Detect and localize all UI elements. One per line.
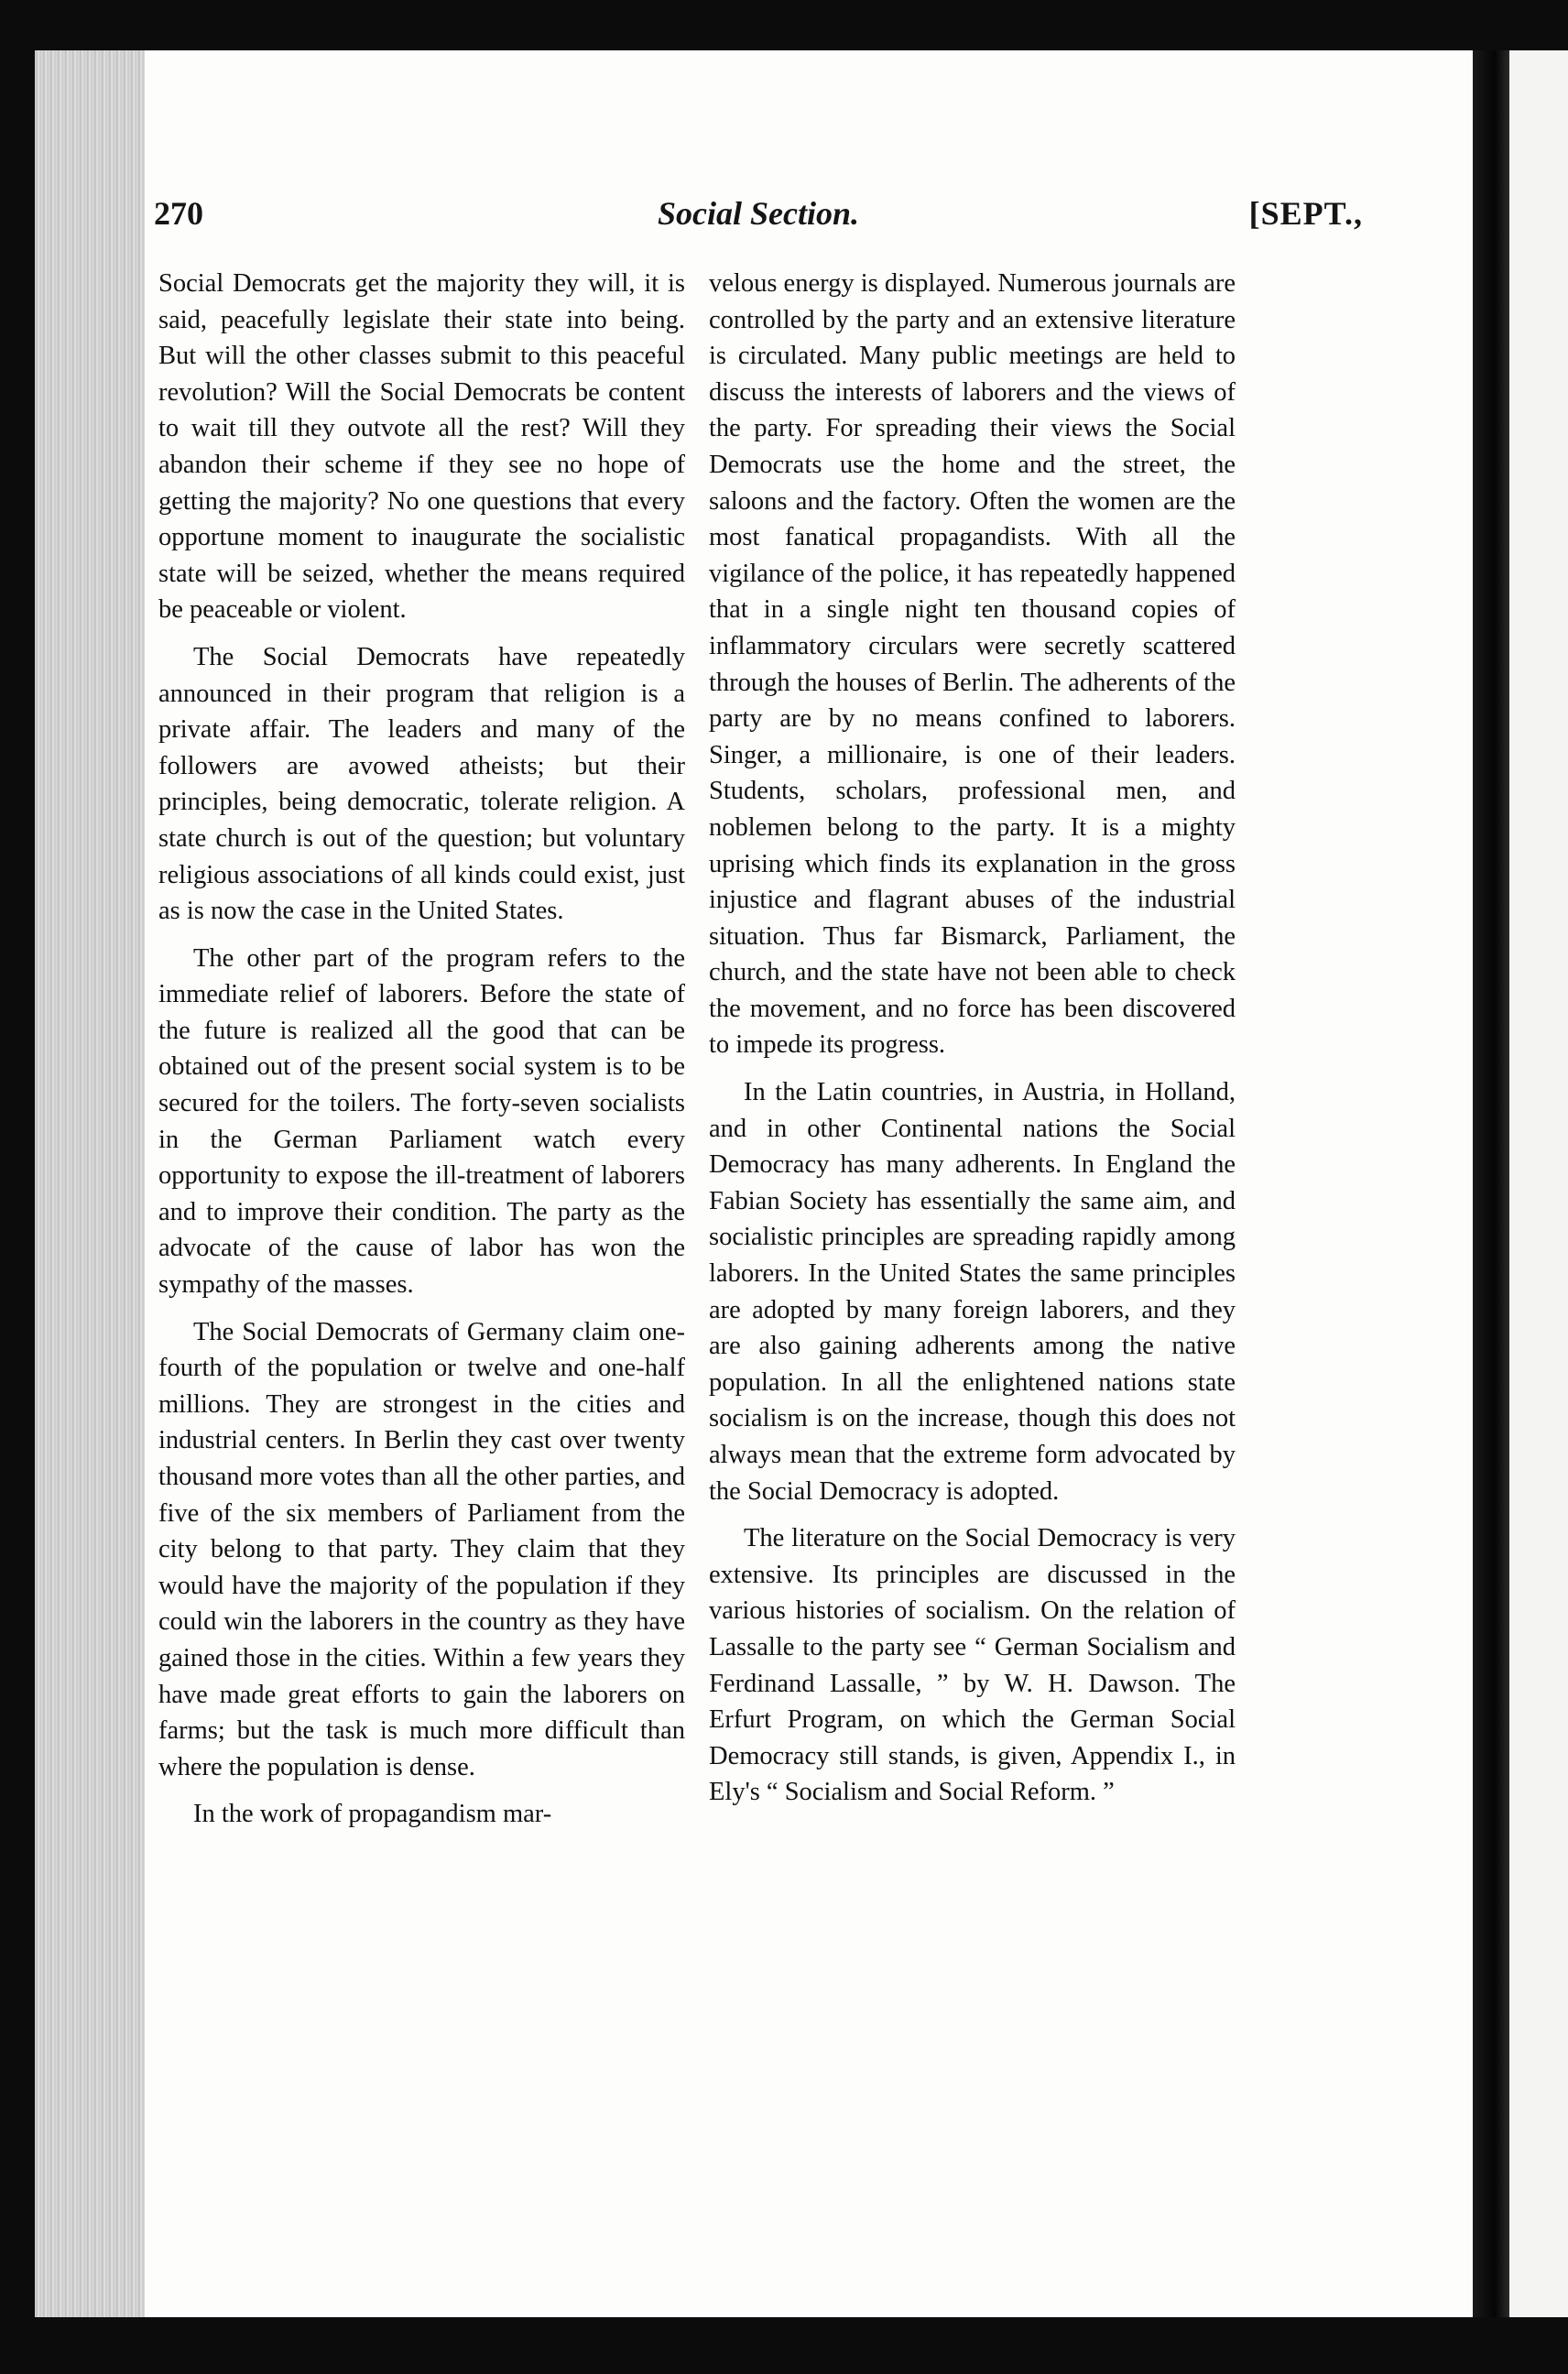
running-header: [154, 194, 1363, 240]
paragraph: In the Latin countries, in Austria, in Holland, and in other Continental nations the Social Democracy has many adherents. In England the Fabian Society has essentially the same aim, and socialistic principles are spreading rapidly among laborers. In the United States the same principles are adopted by many foreign laborers, and they are also gaining adherents among the native population. In all the enlightened nations state socialism is on the increase, though this does not always mean that the extreme form advocated by the Social Democracy is adopted.: [709, 1078, 1236, 1506]
facing-page-edge: [1509, 50, 1568, 2317]
paragraph: The Social Democrats have repeatedly announced in their program that religion is a private affair. The leaders and many of the followers are avowed atheists; but their principles, being democratic, tolerate religion. A state church is out of the question; but voluntary religious associations of all kinds could exist, just as is now the case in the United States.: [158, 642, 685, 926]
running-title: Social Section.: [657, 195, 859, 232]
paragraph: Social Democrats get the majority they will, it is said, peacefully legislate their state into being. But will the other classes submit to this peaceful revolution? Will the Social Democrats be content to wait till they outvote all the rest? Will they abandon their scheme if they see no hope of getting the majority? No one questions that every opportune moment to inaugurate the socialistic state will be seized, whether the means required be peaceable or violent.: [158, 269, 685, 625]
paragraph: velous energy is displayed. Numerous journals are controlled by the party and an extensive literature is circulated. Many public meetings are held to discuss the interests of laborers and the views of the party. For spreading their views the Social Democrats use the home and the street, the saloons and the factory. Often the women are the most fanatical propagandists. With all the vigilance of the police, it has repeatedly happened that in a single night ten thousand copies of inflammatory circulars were secretly scattered through the houses of Berlin. The adherents of the party are by no means confined to laborers. Singer, a millionaire, is one of their leaders. Students, scholars, professional men, and noblemen belong to the party. It is a mighty uprising which finds its explanation in the gross injustice and flagrant abuses of the industrial situation. Thus far Bismarck, Parliament, the church, and the state have not been able to check the movement, and no force has been discovered to impede its progress.: [709, 269, 1236, 1060]
page-binding-edge: [35, 50, 145, 2317]
paragraph: The literature on the Social Democracy is very extensive. Its principles are discussed in the various histories of socialism. On the relation of Lassalle to the party see “ German Socialism and Ferdinand Lassalle, ” by W. H. Dawson. The Erfurt Program, on which the German Social Democracy still stands, is given, Appendix I., in Ely's “ Socialism and Social Reform. ”: [709, 1524, 1236, 1807]
paragraph: The Social Democrats of Germany claim one-fourth of the population or twelve and one-half millions. They are strongest in the cities and industrial centers. In Berlin they cast over twenty thousand more votes than all the other parties, and five of the six members of Parliament from the city belong to that party. They claim that they would have the majority of the population if they could win the laborers in the country as they have gained those in the cities. Within a few years they have made great efforts to gain the laborers on farms; but the task is much more difficult than where the population is dense.: [158, 1317, 685, 1781]
issue-month: [SEPT.,: [1248, 195, 1363, 232]
right-column: [709, 266, 1236, 1811]
left-column: [158, 266, 685, 1833]
paragraph: In the work of propagandism mar-: [193, 1800, 552, 1829]
paragraph: The other part of the program refers to the immediate relief of laborers. Before the state of the future is realized all the good that can be obtained out of the present social system is to be secured for the toilers. The forty-seven socialists in the German Parliament watch every opportunity to expose the ill-treatment of laborers and to improve their condition. The party as the advocate of the cause of labor has won the sympathy of the masses.: [158, 943, 685, 1300]
page-number: 270: [154, 195, 203, 232]
book-gutter: [1473, 50, 1509, 2317]
